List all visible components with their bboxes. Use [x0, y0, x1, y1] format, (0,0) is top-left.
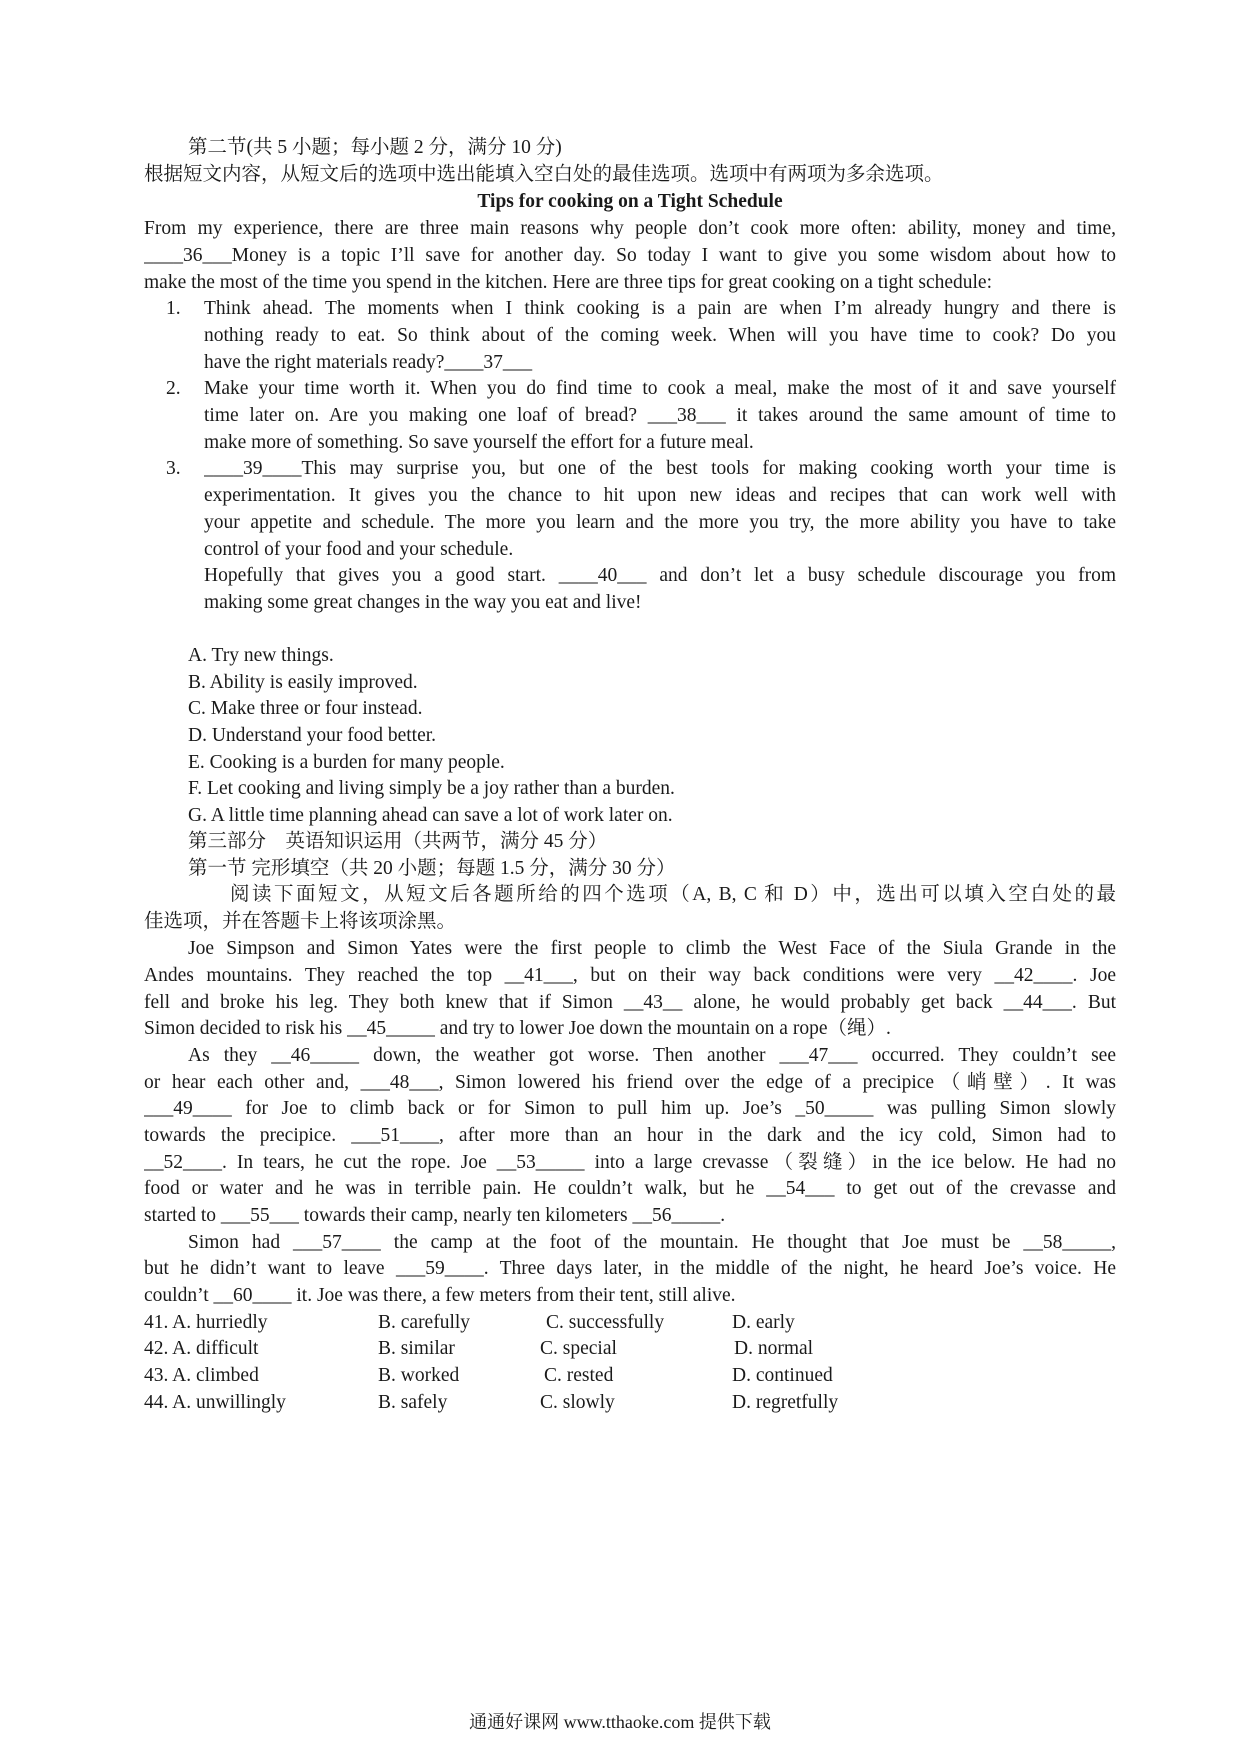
- part3-instruction: 佳选项，并在答题卡上将该项涂黑。: [144, 911, 457, 932]
- choice-d: D. regretfully: [732, 1392, 839, 1413]
- passage-line: but he didn’t want to leave ___59____. Three days later, in the middle of the night, he heard Joe’s voice. He: [144, 1258, 1116, 1279]
- part3-instruction: 阅读下面短文，从短文后各题所给的四个选项（A, B, C 和 D）中，选出可以填入空白处的最: [230, 884, 1116, 905]
- tip-number: 1.: [166, 298, 181, 319]
- choice-a: 43. A. climbed: [144, 1365, 259, 1386]
- intro-line: From my experience, there are three main reasons why people don’t cook more often: ability, money and time,: [144, 218, 1116, 239]
- tip-line: Hopefully that gives you a good start. ____40___ and don’t let a busy schedule discourage you from: [204, 565, 1116, 586]
- page-footer: 通通好课网 www.tthaoke.com 提供下载: [469, 1712, 771, 1732]
- passage-line: ___49____ for Joe to climb back or for Simon to pull him up. Joe’s _50_____ was pulling Simon slowly: [144, 1098, 1116, 1119]
- choice-a: 41. A. hurriedly: [144, 1312, 268, 1333]
- passage-line: __52____. In tears, he cut the rope. Joe __53_____ into a large crevasse（裂缝）in the ice below. He had no: [144, 1152, 1116, 1173]
- option-g: G. A little time planning ahead can save a lot of work later on.: [188, 805, 673, 826]
- passage-title: Tips for cooking on a Tight Schedule: [477, 191, 783, 212]
- passage-line: fell and broke his leg. They both knew that if Simon __43__ alone, he would probably get back __44___. But: [144, 992, 1116, 1013]
- choice-c: C. special: [540, 1338, 617, 1359]
- section2-header: 第二节(共 5 小题；每小题 2 分，满分 10 分): [188, 137, 562, 158]
- tip-line: nothing ready to eat. So think about of the coming week. When will you have time to cook? Do you: [204, 325, 1116, 346]
- option-c: C. Make three or four instead.: [188, 698, 423, 719]
- part3-section1-header: 第一节 完形填空（共 20 小题；每题 1.5 分，满分 30 分）: [188, 858, 676, 879]
- option-f: F. Let cooking and living simply be a joy rather than a burden.: [188, 778, 675, 799]
- intro-line: ____36___Money is a topic I’ll save for another day. So today I want to give you some wisdom about how to: [144, 245, 1116, 266]
- tip-line: have the right materials ready?____37___: [204, 352, 533, 373]
- passage-line: Andes mountains. They reached the top __41___, but on their way back conditions were very __42____. Joe: [144, 965, 1116, 986]
- passage-line: As they __46_____ down, the weather got worse. Then another ___47___ occurred. They couldn’t see: [188, 1045, 1116, 1066]
- option-e: E. Cooking is a burden for many people.: [188, 752, 505, 773]
- passage-line: started to ___55___ towards their camp, nearly ten kilometers __56_____.: [144, 1205, 726, 1226]
- question-43: [144, 1361, 964, 1391]
- choice-d: D. early: [732, 1312, 795, 1333]
- tip-line: Make your time worth it. When you do find time to cook a meal, make the most of it and save yourself: [204, 378, 1116, 399]
- question-44: [144, 1388, 964, 1418]
- tip-line: Think ahead. The moments when I think cooking is a pain are when I’m already hungry and there is: [204, 298, 1116, 319]
- passage-line: Joe Simpson and Simon Yates were the first people to climb the West Face of the Siula Grande in the: [188, 938, 1116, 959]
- choice-a: 42. A. difficult: [144, 1338, 259, 1359]
- choice-c: C. slowly: [540, 1392, 615, 1413]
- choice-b: B. similar: [378, 1338, 455, 1359]
- option-d: D. Understand your food better.: [188, 725, 437, 746]
- passage-line: couldn’t __60____ it. Joe was there, a few meters from their tent, still alive.: [144, 1285, 736, 1306]
- tip-number: 2.: [166, 378, 181, 399]
- choice-a: 44. A. unwillingly: [144, 1392, 286, 1413]
- tip-line: ____39____This may surprise you, but one of the best tools for making cooking worth your time is: [204, 458, 1116, 479]
- passage-line: Simon had ___57____ the camp at the foot of the mountain. He thought that Joe must be __58_____,: [188, 1232, 1116, 1253]
- choice-d: D. normal: [734, 1338, 814, 1359]
- section2-instruction: 根据短文内容，从短文后的选项中选出能填入空白处的最佳选项。选项中有两项为多余选项。: [144, 164, 944, 185]
- choice-d: D. continued: [732, 1365, 833, 1386]
- choice-b: B. worked: [378, 1365, 460, 1386]
- passage-line: food or water and he was in terrible pain. He couldn’t walk, but he __54___ to get out of the crevasse and: [144, 1178, 1116, 1199]
- tip-line: make more of something. So save yourself the effort for a future meal.: [204, 432, 754, 453]
- tip-line: making some great changes in the way you eat and live!: [204, 592, 642, 613]
- option-a: A. Try new things.: [188, 645, 334, 666]
- tip-line: your appetite and schedule. The more you learn and the more you try, the more ability you have to take: [204, 512, 1116, 533]
- tip-line: experimentation. It gives you the chance to hit upon new ideas and recipes that can work well with: [204, 485, 1116, 506]
- passage-line: towards the precipice. ___51____, after more than an hour in the dark and the icy cold, Simon had to: [144, 1125, 1116, 1146]
- part3-header: 第三部分 英语知识运用（共两节，满分 45 分）: [188, 831, 608, 852]
- question-42: [144, 1334, 964, 1364]
- choice-c: C. successfully: [546, 1312, 665, 1333]
- option-b: B. Ability is easily improved.: [188, 672, 418, 693]
- tip-line: control of your food and your schedule.: [204, 539, 514, 560]
- tip-number: 3.: [166, 458, 181, 479]
- intro-line: make the most of the time you spend in the kitchen. Here are three tips for great cooking on a tight schedule:: [144, 272, 992, 293]
- passage-line: Simon decided to risk his __45_____ and try to lower Joe down the mountain on a rope（绳）.: [144, 1018, 891, 1039]
- tip-line: time later on. Are you making one loaf of bread? ___38___ it takes around the same amount of time to: [204, 405, 1116, 426]
- choice-b: B. safely: [378, 1392, 448, 1413]
- passage-line: or hear each other and, ___48___, Simon lowered his friend over the edge of a precipice（峭壁）. It was: [144, 1072, 1116, 1093]
- choice-b: B. carefully: [378, 1312, 471, 1333]
- choice-c: C. rested: [544, 1365, 614, 1386]
